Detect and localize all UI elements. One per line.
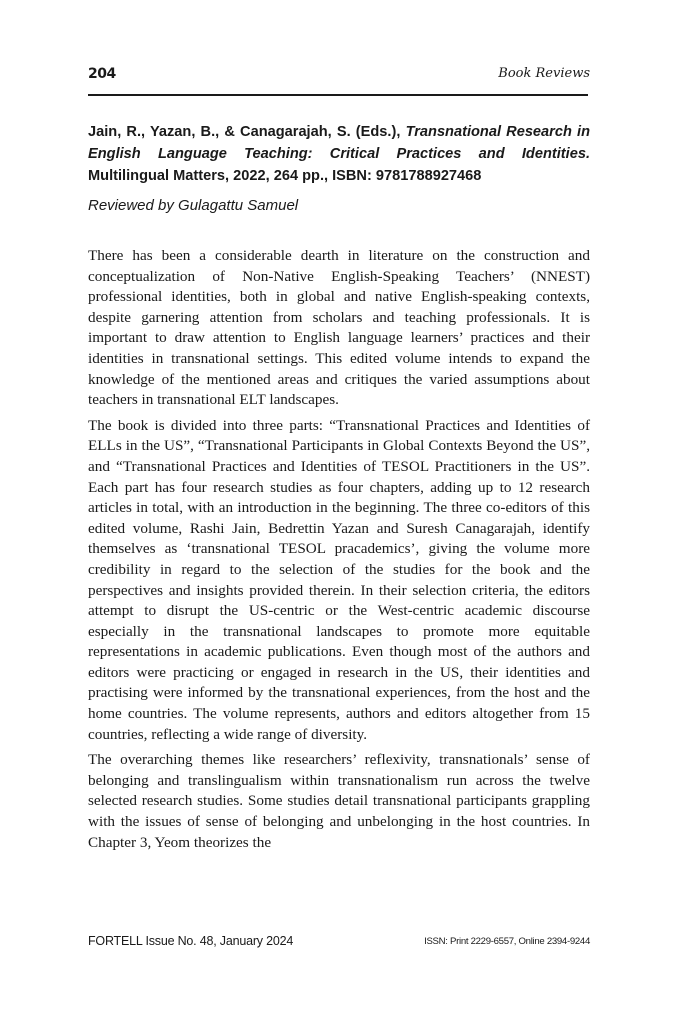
citation-publication: Multilingual Matters, 2022, 264 pp., ISBN: 9781788927468 [88,168,482,184]
body-paragraph: There has been a considerable dearth in literature on the construction and conceptualization of Non-Native English-Speaking Teachers’ (NNEST) professional identities, both in global and native English-speaking contexts, despite garnering attention from scholars and teaching professionals. It is important to draw attention to English language learners’ practices and their identities in transnational settings. This edited volume intends to expand the knowledge of the mentioned areas and critiques the varied assumptions about teachers in transnational ELT landscapes. [88,247,590,409]
body-paragraph: The overarching themes like researchers’ reflexivity, transnationals’ sense of belonging and translingualism within transnationalism run across the twelve selected research studies. Some studies detail transnational participants grappling with the issues of sense of belonging and unbelonging in the host countries. In Chapter 3, Yeom theorizes the [88,751,590,851]
section-name: Book Reviews [498,66,590,81]
book-title: Transnational Research in English Language Teaching: Critical Practices and Identities. [88,124,590,162]
review-body [88,246,590,858]
page-number: 204 [88,66,116,82]
body-paragraph: The book is divided into three parts: “Transnational Practices and Identities of ELLs in the US”, “Transnational Participants in Global Contexts Beyond the US”, and “Transnational Practices and Identities of TESOL Practitioners in the US”. Each part has four research studies as four chapters, adding up to 12 research articles in total, with an introduction in the beginning. The three co-editors of this edited volume, Rashi Jain, Bedrettin Yazan and Suresh Canagarajah, identify themselves as ‘transnational TESOL pracademics’, giving the volume more credibility in regard to the selection of the studies for the book and the perspectives and insights provided therein. In their selection criteria, the editors attempt to disrupt the US-centric or the West-centric academic discourse especially in the transnational landscapes to promote more equitable representations in academic publications. Even though most of the authors and editors were practicing or engaged in research in the US, their identities and practising were informed by the transnational experiences, from the host and the home countries. The volume represents, authors and editors altogether from 15 countries, reflecting a wide range of diversity. [88,416,590,743]
running-header [88,66,590,88]
citation-authors: Jain, R., Yazan, B., & Canagarajah, S. (Eds.), [88,124,401,140]
issn: ISSN: Print 2229-6557, Online 2394-9244 [424,936,590,947]
running-footer [88,934,590,954]
document-page [88,0,590,1024]
reviewer-byline: Reviewed by Gulagattu Samuel [88,197,299,214]
book-citation [88,121,590,187]
journal-issue: FORTELL Issue No. 48, January 2024 [88,934,294,948]
header-rule [88,94,588,96]
